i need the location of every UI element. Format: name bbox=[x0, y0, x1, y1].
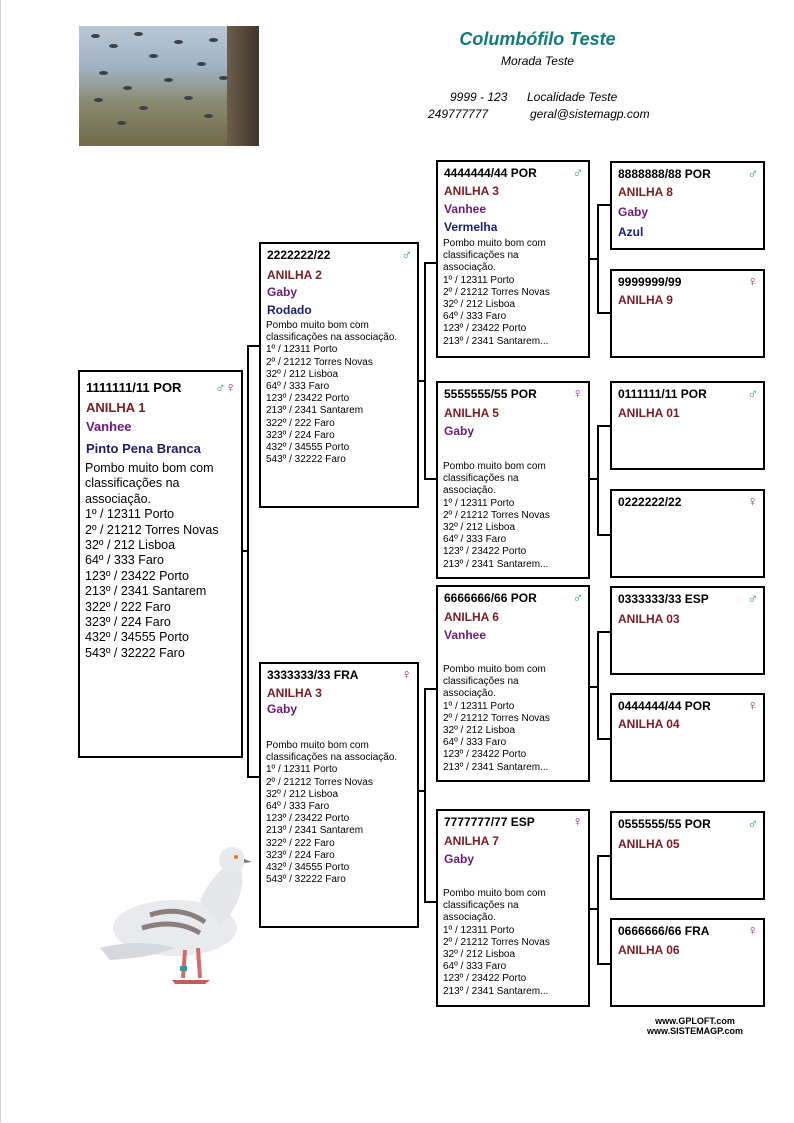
connector bbox=[597, 425, 599, 536]
ring-number: 2222222/22 bbox=[267, 248, 331, 262]
note-line: 64º / 333 Faro bbox=[443, 737, 507, 749]
pigeon-card-dam-sire[interactable] bbox=[436, 585, 590, 782]
note-line: 322º / 222 Faro bbox=[85, 599, 171, 614]
connector bbox=[597, 204, 599, 314]
note-line: 432º / 34555 Porto bbox=[266, 862, 350, 874]
ring-number: 0333333/33 ESP bbox=[618, 592, 709, 606]
connector bbox=[597, 963, 610, 965]
note-line: 322º / 222 Faro bbox=[266, 417, 335, 429]
pigeon-card-dam-dam[interactable] bbox=[436, 809, 590, 1007]
pigeon-card-sss[interactable] bbox=[610, 161, 765, 250]
anilha-label: ANILHA 1 bbox=[86, 400, 146, 415]
color-label: Vermelha bbox=[444, 220, 498, 234]
pigeon-card-dss[interactable] bbox=[610, 586, 765, 675]
note-line: associação. bbox=[443, 688, 496, 700]
note-line: 64º / 333 Faro bbox=[266, 801, 330, 813]
notes bbox=[443, 461, 585, 571]
breeder-label: Gaby bbox=[267, 285, 298, 299]
anilha-label: ANILHA 06 bbox=[618, 943, 680, 957]
pigeon-card-subject[interactable] bbox=[78, 370, 243, 758]
female-icon: ♀ bbox=[401, 666, 412, 682]
note-line: 64º / 333 Faro bbox=[443, 534, 507, 546]
note-line: 1º / 12311 Porto bbox=[266, 764, 338, 776]
notes bbox=[266, 740, 414, 886]
male-icon: ♂ bbox=[401, 246, 412, 262]
note-line: 1º / 12311 Porto bbox=[266, 344, 338, 356]
note-line: classificações na bbox=[443, 250, 519, 262]
note-line: 2º / 21212 Torres Novas bbox=[443, 712, 550, 724]
note-line: classificações na bbox=[443, 473, 519, 485]
note-line: 64º / 333 Faro bbox=[85, 553, 164, 568]
connector bbox=[597, 855, 599, 965]
phone: 249777777 bbox=[428, 107, 489, 121]
note-line: Pombo muito bom com bbox=[443, 461, 546, 472]
pigeon-card-sire-dam[interactable] bbox=[436, 381, 590, 579]
female-icon: ♀ bbox=[225, 379, 236, 395]
note-line: 1º / 12311 Porto bbox=[443, 924, 515, 936]
female-icon: ♀ bbox=[747, 922, 758, 938]
color-label: Azul bbox=[618, 225, 644, 239]
ring-number: 0222222/22 bbox=[618, 495, 682, 509]
fancier-name: Columbófilo Teste bbox=[459, 29, 616, 49]
note-line: 2º / 21212 Torres Novas bbox=[443, 936, 550, 948]
note-line: 213º / 2341 Santarem bbox=[266, 825, 364, 837]
note-line: 432º / 34555 Porto bbox=[266, 442, 350, 454]
footer-link-sistemagp[interactable]: www.SISTEMAGP.com bbox=[646, 1026, 744, 1036]
pigeon-card-sds[interactable] bbox=[610, 381, 765, 470]
connector bbox=[597, 534, 610, 536]
note-line: 213º / 2341 Santarem bbox=[85, 584, 207, 599]
anilha-label: ANILHA 3 bbox=[444, 184, 499, 198]
note-line: classificações na bbox=[443, 900, 519, 912]
note-line: classificações na bbox=[85, 476, 180, 491]
note-line: 64º / 333 Faro bbox=[443, 311, 507, 323]
note-line: 432º / 34555 Porto bbox=[85, 630, 189, 645]
note-line: 123º / 23422 Porto bbox=[443, 546, 527, 558]
male-icon: ♂ bbox=[572, 589, 583, 605]
note-line: 213º / 2341 Santarem... bbox=[443, 335, 549, 347]
note-line: Pombo muito bom com bbox=[266, 740, 369, 751]
male-icon: ♂ bbox=[747, 165, 758, 181]
note-line: associação. bbox=[443, 485, 496, 497]
note-line: 32º / 212 Lisboa bbox=[85, 538, 176, 553]
note-line: 213º / 2341 Santarem... bbox=[443, 985, 549, 997]
connector bbox=[597, 738, 610, 740]
note-line: associação. bbox=[85, 491, 152, 506]
anilha-label: ANILHA 01 bbox=[618, 406, 680, 420]
ring-number: 9999999/99 bbox=[618, 275, 682, 289]
female-icon: ♀ bbox=[572, 385, 583, 401]
anilha-label: ANILHA 05 bbox=[618, 837, 680, 851]
ring-number: 5555555/55 POR bbox=[444, 387, 537, 401]
note-line: 323º / 224 Faro bbox=[266, 429, 335, 441]
note-line: 123º / 23422 Porto bbox=[443, 749, 527, 761]
notes bbox=[85, 461, 238, 661]
note-line: 543º / 32222 Faro bbox=[266, 874, 346, 886]
note-line: 32º / 212 Lisboa bbox=[443, 725, 516, 737]
note-line: 1º / 12311 Porto bbox=[443, 700, 515, 712]
anilha-label: ANILHA 3 bbox=[267, 686, 322, 700]
note-line: associação. bbox=[443, 912, 496, 924]
note-line: 543º / 32222 Faro bbox=[266, 454, 346, 466]
ring-number: 1111111/11 POR bbox=[86, 380, 182, 395]
breeder-label: Gaby bbox=[444, 852, 475, 866]
male-icon: ♂ bbox=[747, 590, 758, 606]
note-line: 1º / 12311 Porto bbox=[443, 274, 515, 286]
note-line: 123º / 23422 Porto bbox=[85, 568, 189, 583]
ring-number: 4444444/44 POR bbox=[444, 166, 537, 180]
ring-number: 0555555/55 POR bbox=[618, 817, 711, 831]
anilha-label: ANILHA 5 bbox=[444, 406, 499, 420]
pigeon-card-dds[interactable] bbox=[610, 811, 765, 900]
anilha-label: ANILHA 9 bbox=[618, 293, 673, 307]
note-line: Pombo muito bom com bbox=[85, 461, 214, 475]
locality: Localidade Teste bbox=[527, 90, 618, 104]
notes bbox=[443, 238, 585, 348]
pigeon-card-sire-sire[interactable] bbox=[436, 160, 590, 358]
note-line: 213º / 2341 Santarem... bbox=[443, 558, 549, 570]
color-label: Rodado bbox=[267, 303, 312, 317]
note-line: 2º / 21212 Torres Novas bbox=[266, 776, 373, 788]
note-line: 2º / 21212 Torres Novas bbox=[443, 509, 550, 521]
note-line: Pombo muito bom com bbox=[443, 888, 546, 899]
notes bbox=[266, 320, 414, 466]
anilha-label: ANILHA 03 bbox=[618, 612, 680, 626]
note-line: 1º / 12311 Porto bbox=[443, 497, 515, 509]
connector bbox=[597, 855, 610, 857]
note-line: 123º / 23422 Porto bbox=[266, 393, 350, 405]
notes bbox=[443, 664, 585, 774]
female-icon: ♀ bbox=[747, 493, 758, 509]
connector bbox=[247, 345, 249, 778]
breeder-label: Vanhee bbox=[444, 628, 487, 642]
header-photo bbox=[79, 26, 259, 146]
note-line: classificações na associação. bbox=[266, 752, 398, 764]
note-line: 213º / 2341 Santarem... bbox=[443, 761, 549, 773]
notes bbox=[443, 888, 585, 998]
note-line: 123º / 23422 Porto bbox=[443, 973, 527, 985]
note-line: classificações na associação. bbox=[266, 332, 398, 344]
anilha-label: ANILHA 04 bbox=[618, 717, 680, 731]
anilha-label: ANILHA 2 bbox=[267, 268, 322, 282]
pigeon-card-ssd[interactable] bbox=[610, 269, 765, 358]
postal-code: 9999 - 123 bbox=[450, 90, 508, 104]
anilha-label: ANILHA 6 bbox=[444, 610, 499, 624]
email: geral@sistemagp.com bbox=[530, 107, 650, 121]
pigeon-illustration bbox=[80, 830, 255, 990]
note-line: 32º / 212 Lisboa bbox=[266, 788, 339, 800]
ring-number: 8888888/88 POR bbox=[618, 167, 711, 181]
pigeon-card-dam[interactable] bbox=[259, 662, 419, 928]
breeder-label: Gaby bbox=[618, 205, 649, 219]
connector bbox=[424, 688, 426, 903]
female-icon: ♀ bbox=[572, 813, 583, 829]
note-line: 213º / 2341 Santarem bbox=[266, 405, 364, 417]
pigeon-card-sire[interactable] bbox=[259, 242, 419, 508]
note-line: classificações na bbox=[443, 676, 519, 688]
male-icon: ♂ bbox=[215, 379, 226, 395]
pigeon-card-ddd[interactable] bbox=[610, 918, 765, 1007]
ring-number: 0111111/11 POR bbox=[618, 387, 707, 401]
note-line: 64º / 333 Faro bbox=[443, 961, 507, 973]
male-icon: ♂ bbox=[747, 815, 758, 831]
ring-number: 0666666/66 FRA bbox=[618, 924, 710, 938]
breeder-label: Vanhee bbox=[86, 419, 132, 434]
ring-number: 7777777/77 ESP bbox=[444, 815, 535, 829]
pigeon-card-sdd[interactable] bbox=[610, 489, 765, 578]
note-line: 323º / 224 Faro bbox=[266, 849, 335, 861]
note-line: 2º / 21212 Torres Novas bbox=[266, 356, 373, 368]
ring-number: 3333333/33 FRA bbox=[267, 668, 359, 682]
connector bbox=[597, 631, 599, 740]
female-icon: ♀ bbox=[747, 697, 758, 713]
ring-number: 0444444/44 POR bbox=[618, 699, 711, 713]
breeder-label: Gaby bbox=[267, 702, 298, 716]
note-line: 322º / 222 Faro bbox=[266, 837, 335, 849]
note-line: associação. bbox=[443, 262, 496, 274]
note-line: Pombo muito bom com bbox=[266, 320, 369, 331]
note-line: 32º / 212 Lisboa bbox=[443, 522, 516, 534]
note-line: 2º / 21212 Torres Novas bbox=[85, 522, 219, 537]
connector bbox=[597, 631, 610, 633]
ring-number: 6666666/66 POR bbox=[444, 591, 537, 605]
note-line: 543º / 32222 Faro bbox=[85, 645, 185, 660]
connector bbox=[424, 262, 426, 480]
breeder-label: Gaby bbox=[444, 424, 475, 438]
note-line: 32º / 212 Lisboa bbox=[266, 368, 339, 380]
note-line: 323º / 224 Faro bbox=[85, 615, 171, 630]
note-line: 32º / 212 Lisboa bbox=[443, 299, 516, 311]
anilha-label: ANILHA 7 bbox=[444, 834, 499, 848]
footer-link-gploft[interactable]: www.GPLOFT.com bbox=[655, 1016, 735, 1026]
connector bbox=[597, 425, 610, 427]
male-icon: ♂ bbox=[747, 385, 758, 401]
note-line: 1º / 12311 Porto bbox=[85, 507, 175, 522]
connector bbox=[597, 312, 610, 314]
female-icon: ♀ bbox=[747, 273, 758, 289]
note-line: Pombo muito bom com bbox=[443, 664, 546, 675]
note-line: 64º / 333 Faro bbox=[266, 381, 330, 393]
connector bbox=[597, 204, 610, 206]
fancier-address: Morada Teste bbox=[501, 54, 574, 68]
breeder-label: Vanhee bbox=[444, 202, 487, 216]
note-line: 2º / 21212 Torres Novas bbox=[443, 286, 550, 298]
male-icon: ♂ bbox=[572, 164, 583, 180]
pigeon-card-dsd[interactable] bbox=[610, 693, 765, 782]
note-line: 123º / 23422 Porto bbox=[443, 323, 527, 335]
note-line: Pombo muito bom com bbox=[443, 238, 546, 249]
color-label: Pinto Pena Branca bbox=[86, 441, 201, 456]
note-line: 123º / 23422 Porto bbox=[266, 813, 350, 825]
note-line: 32º / 212 Lisboa bbox=[443, 949, 516, 961]
anilha-label: ANILHA 8 bbox=[618, 185, 673, 199]
